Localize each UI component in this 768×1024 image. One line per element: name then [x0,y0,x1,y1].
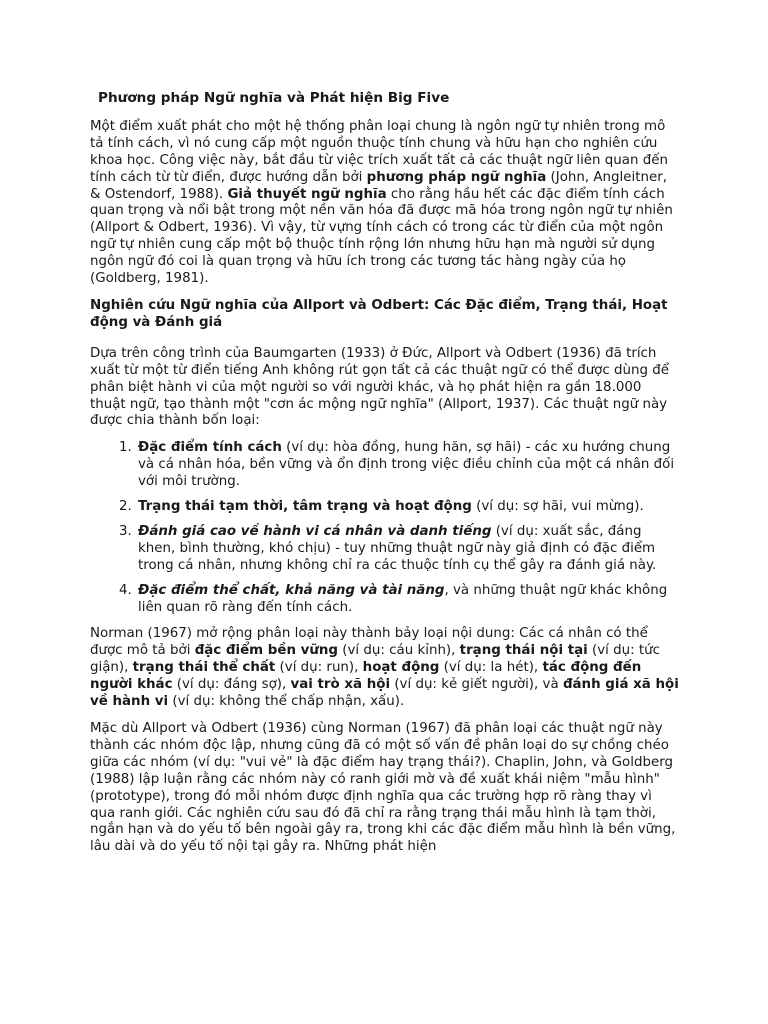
text-run: (ví dụ: cáu kỉnh), [338,643,460,659]
list-item [136,499,680,516]
section-heading: Nghiên cứu Ngữ nghĩa của Allport và Odbert: Các Đặc điểm, Trạng thái, Hoạt động và Đánh giá [90,297,668,330]
text-run: Norman (1967) mở rộng phân loại này thành bảy loại nội dung: Các cá nhân có thể được mô tả bởi [90,626,648,659]
bold-term: đánh giá xã hội về hành vi [90,677,679,710]
text-run: (ví dụ: la hét), [439,660,543,676]
list-item-term: Đánh giá cao về hành vi cá nhân và danh tiếng [138,523,492,539]
text-run: (ví dụ: đáng sợ), [172,677,291,693]
text-run: cho rằng hầu hết các đặc điểm tính cách quan trọng và nổi bật trong một nền văn hóa đã được mã hóa trong ngôn ngữ tự nhiên (Allport & Odbert, 1936). Vì vậy, từ vựng tính cách có trong các từ điển của một ngôn ngữ tự nhiên cung cấp một bộ thuộc tính rộng lớn nhưng hữu hạn mà người sử dụng ngôn ngữ đó coi là quan trọng và hữu ích trong các tương tác hàng ngày của họ (Goldberg, 1981). [90,186,673,287]
bold-term: trạng thái thể chất [132,660,276,676]
list-item-term: Đặc điểm tính cách [138,440,282,456]
list-item [136,583,680,617]
paragraph-allport: Dựa trên công trình của Baumgarten (1933) ở Đức, Allport và Odbert (1936) đã trích xuất từ một từ điển tiếng Anh không rút gọn tất cả các thuật ngữ có thể được dùng để phân biệt hành vi của một người so với người khác, và họ phát hiện ra gần 18.000 thuật ngữ, tạo thành một "cơn ác mộng ngữ nghĩa" (Allport, 1937). Các thuật ngữ này được chia thành bốn loại: [90,345,669,429]
text-run: (ví dụ: không thể chấp nhận, xấu). [168,694,405,710]
category-list [90,440,680,616]
list-item-term: Đặc điểm thể chất, khả năng và tài năng [138,582,445,598]
document-title: Phương pháp Ngữ nghĩa và Phát hiện Big Five [98,90,450,106]
text-run: (ví dụ: run), [275,660,363,676]
paragraph-norman [90,626,680,711]
list-item [136,440,680,491]
bold-term: trạng thái nội tại [459,643,588,659]
text-run: Một điểm xuất phát cho một hệ thống phân loại chung là ngôn ngữ tự nhiên trong mô tả tính cách, vì nó cung cấp một nguồn thuộc tính chung và hữu hạn cho nghiên cứu khoa học. Công việc này, bắt đầu từ việc trích xuất tất cả các thuật ngữ liên quan đến tính cách từ từ điển, được hướng dẫn bởi [90,118,668,185]
paragraph-classification: Mặc dù Allport và Odbert (1936) cùng Norman (1967) đã phân loại các thuật ngữ này thành các nhóm độc lập, nhưng cũng đã có một số vấn đề phân loại do sự chồng chéo giữa các nhóm (ví dụ: "vui vẻ" là đặc điểm hay trạng thái?). Chaplin, John, và Goldberg (1988) lập luận rằng các nhóm này có ranh giới mờ và đề xuất khái niệm "mẫu hình" (prototype), trong đó mỗi nhóm được định nghĩa qua các trường hợp rõ ràng thay vì qua ranh giới. Các nghiên cứu sau đó đã chỉ ra rằng trạng thái mẫu hình là tạm thời, ngắn hạn và do yếu tố bên ngoài gây ra, trong khi các đặc điểm mẫu hình là bền vững, lâu dài và do yếu tố nội tại gây ra. Những phát hiện [90,721,676,855]
bold-term: Giả thuyết ngữ nghĩa [227,186,387,202]
text-run: (John, Angleitner, & Ostendorf, 1988). [90,169,667,202]
document-body [90,90,680,866]
list-item [136,524,680,575]
bold-term: hoạt động [362,660,440,676]
text-run: (ví dụ: tức giận), [90,643,660,676]
bold-term: vai trò xã hội [290,677,391,693]
list-item-text: , và những thuật ngữ khác không liên quan rõ ràng đến tính cách. [138,582,668,615]
bold-term: đặc điểm bền vững [194,643,339,659]
bold-term: phương pháp ngữ nghĩa [366,169,547,185]
list-item-text: (ví dụ: sợ hãi, vui mừng). [471,499,644,515]
list-item-text: (ví dụ: hòa đồng, hung hăn, sợ hãi) - các xu hướng chung và cá nhân hóa, bền vững và ổn định trong việc điều chỉnh của một cá nhân đối với môi trường. [138,440,675,490]
bold-term: tác động đến người khác [90,660,642,693]
list-item-term: Trạng thái tạm thời, tâm trạng và hoạt động [138,499,472,515]
text-run: (ví dụ: kẻ giết người), và [390,677,563,693]
list-item-text: (ví dụ: xuất sắc, đáng khen, bình thường, khó chịu) - tuy những thuật ngữ này giả định có đặc điểm trong cá nhân, nhưng không chỉ ra các thuộc tính cụ thể gây ra đánh giá này. [138,523,657,573]
paragraph-intro [90,119,680,288]
